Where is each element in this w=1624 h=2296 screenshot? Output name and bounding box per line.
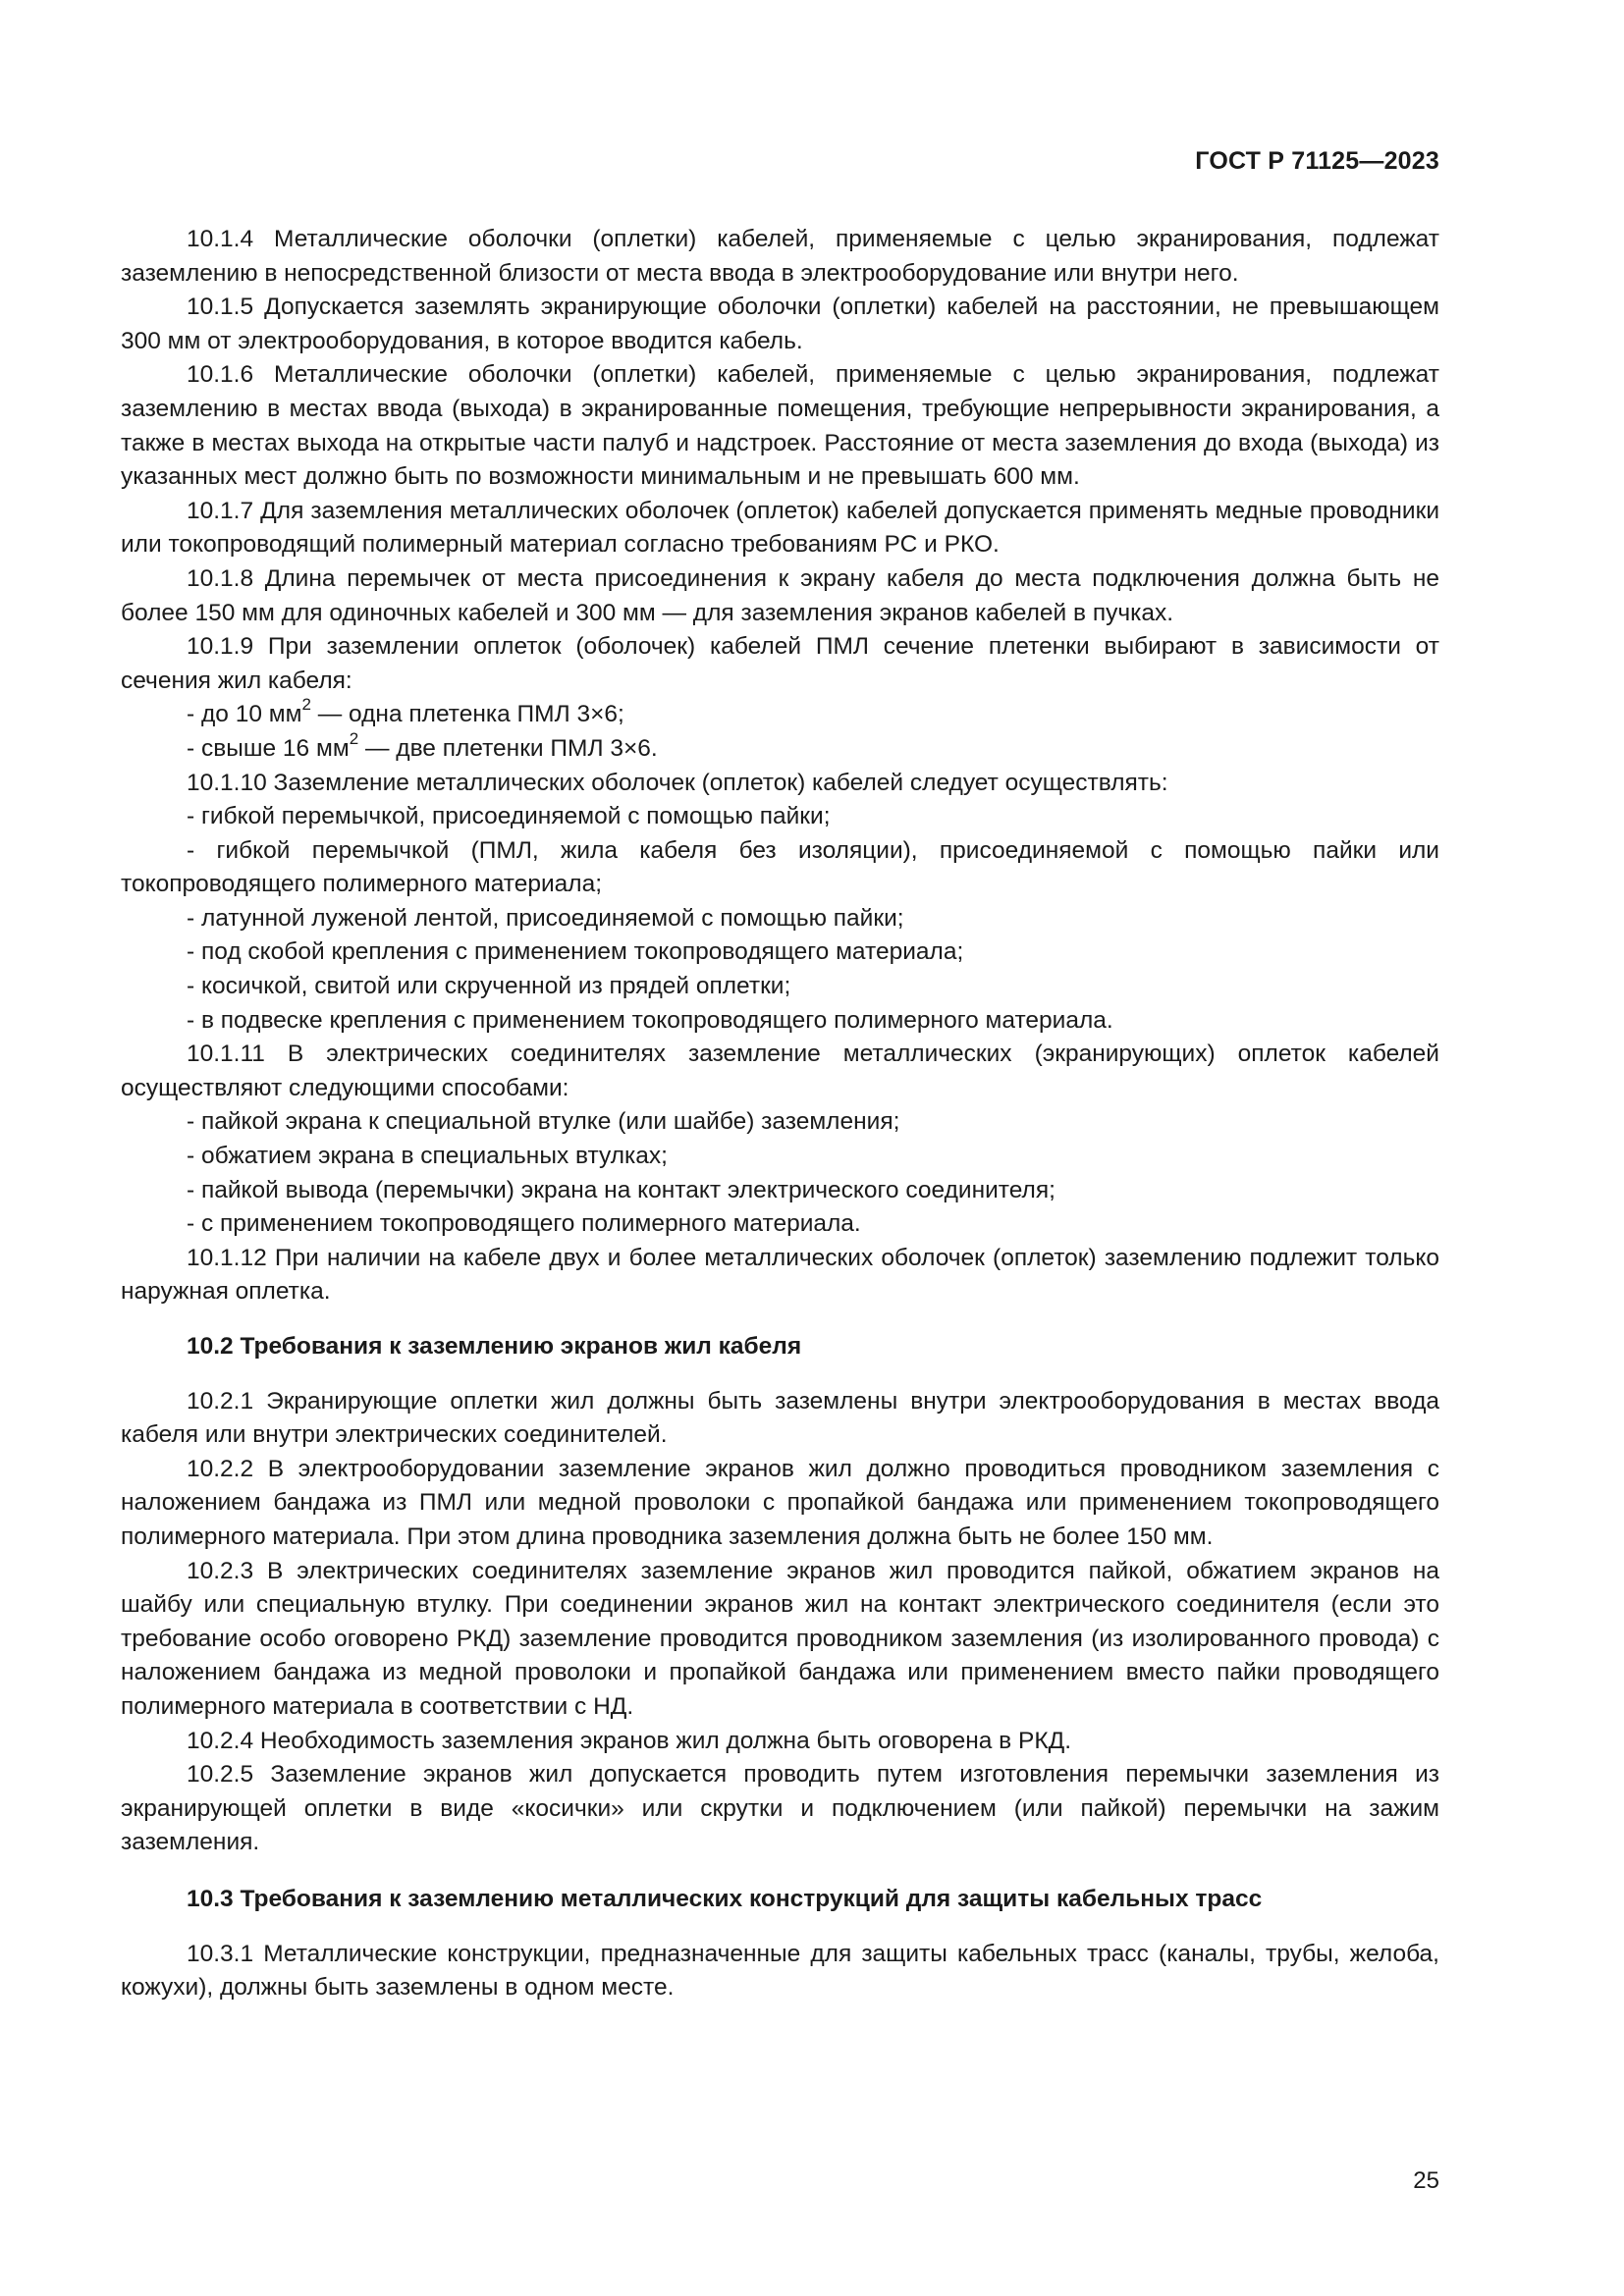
list-item: - обжатием экрана в специальных втулках; <box>187 1143 668 1170</box>
paragraph-10-2-1: 10.2.1 Экранирующие оплетки жил должны быть заземлены внутри электрооборудования в местах ввода кабеля или внутри электрических соединителей. <box>121 1387 1439 1449</box>
list-item: - с применением токопроводящего полимерного материала. <box>187 1210 861 1238</box>
paragraph-10-1-8: 10.1.8 Длина перемычек от места присоединения к экрану кабеля до места подключения должна быть не более 150 мм для одиночных кабелей и 300 мм — для заземления экранов кабелей в пучках. <box>121 564 1439 626</box>
superscript: 2 <box>301 695 311 715</box>
list-item: - в подвеске крепления с применением токопроводящего полимерного материала. <box>187 1006 1113 1034</box>
paragraph-10-3-1: 10.3.1 Металлические конструкции, предназначенные для защиты кабельных трасс (каналы, трубы, желоба, кожухи), должны быть заземлены в одном месте. <box>121 1940 1439 2002</box>
list-item <box>121 695 1439 732</box>
paragraph-10-1-9: 10.1.9 При заземлении оплеток (оболочек) кабелей ПМЛ сечение плетенки выбирают в зависимости от сечения жил кабеля: <box>121 633 1439 694</box>
list-item-text: - свыше 16 мм <box>187 734 350 762</box>
list-item: - пайкой вывода (перемычки) экрана на контакт электрического соединителя; <box>187 1176 1056 1203</box>
document-body <box>121 223 1439 2005</box>
list-item-text: - до 10 мм <box>187 701 302 728</box>
section-heading-10-3: 10.3 Требования к заземлению металлических конструкций для защиты кабельных трасс <box>187 1885 1263 1912</box>
paragraph-10-2-5: 10.2.5 Заземление экранов жил допускается проводить путем изготовления перемычки заземления из экранирующей оплетки в виде «косички» или скрутки и подключением (или пайкой) перемычки на зажим заземления. <box>121 1761 1439 1856</box>
paragraph-10-1-12: 10.1.12 При наличии на кабеле двух и более металлических оболочек (оплеток) заземлению подлежит только наружная оплетка. <box>121 1244 1439 1306</box>
list-item: - пайкой экрана к специальной втулке (или шайбе) заземления; <box>187 1108 900 1136</box>
list-item-text: — одна плетенка ПМЛ 3×6; <box>310 701 624 728</box>
paragraph-10-2-4: 10.2.4 Необходимость заземления экранов жил должна быть оговорена в РКД. <box>187 1727 1072 1754</box>
paragraph-10-1-4: 10.1.4 Металлические оболочки (оплетки) кабелей, применяемые с целью экранирования, подлежат заземлению в непосредственной близости от места ввода в электрооборудование или внутри него. <box>121 226 1439 287</box>
document-code-header: ГОСТ Р 71125—2023 <box>1195 147 1439 175</box>
page-number: 25 <box>1413 2167 1439 2194</box>
list-item: - под скобой крепления с применением токопроводящего материала; <box>187 938 964 966</box>
list-item <box>121 728 1439 767</box>
paragraph-10-1-10: 10.1.10 Заземление металлических оболочек (оплеток) кабелей следует осуществлять: <box>187 769 1168 796</box>
paragraph-10-1-7: 10.1.7 Для заземления металлических оболочек (оплеток) кабелей допускается применять медные проводники или токопроводящий полимерный материал согласно требованиям РС и РКО. <box>121 497 1439 559</box>
list-item: - косичкой, свитой или скрученной из прядей оплетки; <box>187 973 791 1000</box>
paragraph-10-1-11: 10.1.11 В электрических соединителях заземление металлических (экранирующих) оплеток кабелей осуществляют следующими способами: <box>121 1041 1439 1101</box>
superscript: 2 <box>349 728 359 748</box>
paragraph-10-2-3: 10.2.3 В электрических соединителях заземление экранов жил проводится пайкой, обжатием экранов на шайбу или специальную втулку. При соединении экранов жил на контакт электрического соединителя (если это требование особо оговорено РКД) заземление проводится проводником заземления (из изолированного провода) с наложением бандажа из медной проволоки и пропайкой бандажа или применением вместо пайки проводящего полимерного материала в соответствии с НД. <box>121 1557 1439 1720</box>
list-item: - гибкой перемычкой, присоединяемой с помощью пайки; <box>187 803 831 830</box>
list-item: - латунной луженой лентой, присоединяемой с помощью пайки; <box>187 904 904 932</box>
paragraph-10-1-6: 10.1.6 Металлические оболочки (оплетки) кабелей, применяемые с целью экранирования, подлежат заземлению в местах ввода (выхода) в экранированные помещения, требующие непрерывности экранирования, а также в местах выхода на открытые части палуб и надстроек. Расстояние от места заземления до входа (выхода) из указанных мест должно быть по возможности минимальным и не превышать 600 мм. <box>121 361 1439 491</box>
section-heading-10-2: 10.2 Требования к заземлению экранов жил кабеля <box>187 1333 802 1360</box>
list-item: - гибкой перемычкой (ПМЛ, жила кабеля без изоляции), присоединяемой с помощью пайки или токопроводящего полимерного материала; <box>121 836 1439 898</box>
list-item-text: — две плетенки ПМЛ 3×6. <box>358 734 658 762</box>
paragraph-10-2-2: 10.2.2 В электрооборудовании заземление экранов жил должно проводиться проводником заземления с наложением бандажа из ПМЛ или медной проволоки с пропайкой бандажа или применением токопроводящего полимерного материала. При этом длина проводника заземления должна быть не более 150 мм. <box>121 1455 1439 1550</box>
paragraph-10-1-5: 10.1.5 Допускается заземлять экранирующие оболочки (оплетки) кабелей на расстоянии, не превышающем 300 мм от электрооборудования, в которое вводится кабель. <box>121 294 1439 354</box>
